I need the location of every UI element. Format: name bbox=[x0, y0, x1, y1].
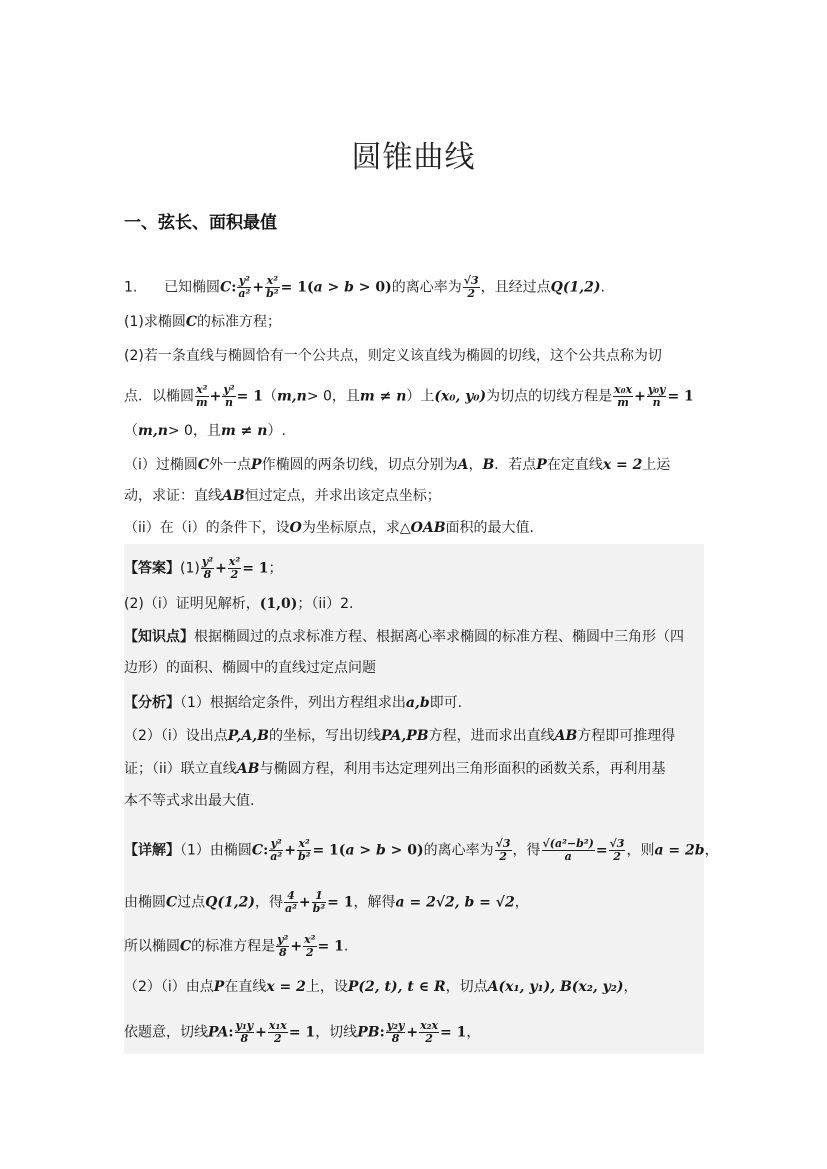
problem-line-3: (2)若一条直线与椭圆恰有一个公共点，则定义该直线为椭圆的切线，这个公共点称为切 bbox=[124, 348, 662, 364]
knowledge-line-1: 【知识点】根据椭圆过的点求标准方程、根据离心率求椭圆的标准方程、椭圆中三角形（四 bbox=[124, 629, 684, 645]
problem-line-6: （i）过椭圆C外一点P作椭圆的两条切线，切点分别为A，B．若点P在定直线x = 2上运 bbox=[124, 457, 671, 473]
answer-line-2: (2)（i）证明见解析，(1,0)；（ii）2. bbox=[124, 596, 354, 612]
detail-line-2: 由椭圆C过点Q(1,2)，得 $\frac{4}{\text{a²}}$ + $\frac{1}{\text{b²}}$ = 1，解得a = 2√2, b = √2， bbox=[124, 889, 529, 915]
answer-line-1: 【答案】(1) $\frac{\text{y²}}{8}$ + $\frac{\text{x²}}{2}$ = 1； bbox=[124, 555, 283, 581]
analysis-line-2: （2）（i）设出点P,A,B的坐标，写出切线PA,PB方程，进而求出直线AB方程即可推理得 bbox=[124, 728, 676, 744]
analysis-line-1: 【分析】（1）根据给定条件，列出方程组求出a,b即可. bbox=[124, 695, 463, 711]
problem-line-8: （ii）在（i）的条件下，设O为坐标原点，求△OAB面积的最大值． bbox=[124, 520, 544, 536]
detail-line-4: （2）（i）由点P在直线x = 2上，设P(2, t), t ∈ R，切点A(x₁, y₁), B(x₂, y₂)， bbox=[124, 979, 638, 995]
detail-line-3: 所以椭圆C的标准方程是 $\frac{\text{y²}}{8}$ + $\frac{\text{x²}}{2}$ = 1. bbox=[124, 933, 349, 959]
analysis-line-3: 证；（ii）联立直线AB与椭圆方程，利用韦达定理列出三角形面积的函数关系，再利用基 bbox=[124, 761, 666, 777]
section-heading: 一、弦长、面积最值 bbox=[124, 213, 277, 233]
problem-line-4: 点．以椭圆 $\frac{\text{x²}}{m}$ + $\frac{\text{y²}}{n}$ = 1（m,n> 0，且m ≠ n）上(x₀, y₀)为切点的切线方程是 $\frac{\text{x₀x}}{m}$ + $\frac{\text{y₀y}}{n}$ = 1 bbox=[124, 383, 694, 409]
problem-line-1: 1. 已知椭圆C: $\frac{\text{y²}}{\text{a²}}$ + $\frac{\text{x²}}{\text{b²}}$ = 1(a > b > 0)的离心率为 $\frac{√3}{2}$ ，且经过点Q(1,2). bbox=[124, 274, 605, 300]
knowledge-line-2: 边形）的面积、椭圆中的直线过定点问题 bbox=[124, 660, 376, 676]
analysis-line-4: 本不等式求出最大值. bbox=[124, 793, 255, 809]
problem-line-5: （m,n> 0，且m ≠ n）. bbox=[124, 423, 286, 439]
problem-line-7: 动，求证：直线AB恒过定点，并求出该定点坐标； bbox=[124, 488, 441, 504]
detail-line-5: 依题意，切线PA: $\frac{\text{y₁y}}{8}$ + $\frac{\text{x₁x}}{2}$ = 1，切线PB: $\frac{\text{y₂y}}{8}$ + $\frac{\text{x₂x}}{2}$ = 1， bbox=[124, 1019, 481, 1045]
detail-line-1: 【详解】（1）由椭圆C: $\frac{\text{y²}}{\text{a²}}$ + $\frac{\text{x²}}{\text{b²}}$ = 1(a > b > 0)的离心率为 $\frac{√3}{2}$ ，得 $\frac{\text{√(a²−b²)}}{a}$ = $\frac{√3}{2}$ ，则a = 2b， bbox=[124, 837, 719, 863]
problem-line-2: (1)求椭圆C的标准方程； bbox=[124, 314, 281, 330]
page-title: 圆锥曲线 bbox=[351, 140, 476, 175]
